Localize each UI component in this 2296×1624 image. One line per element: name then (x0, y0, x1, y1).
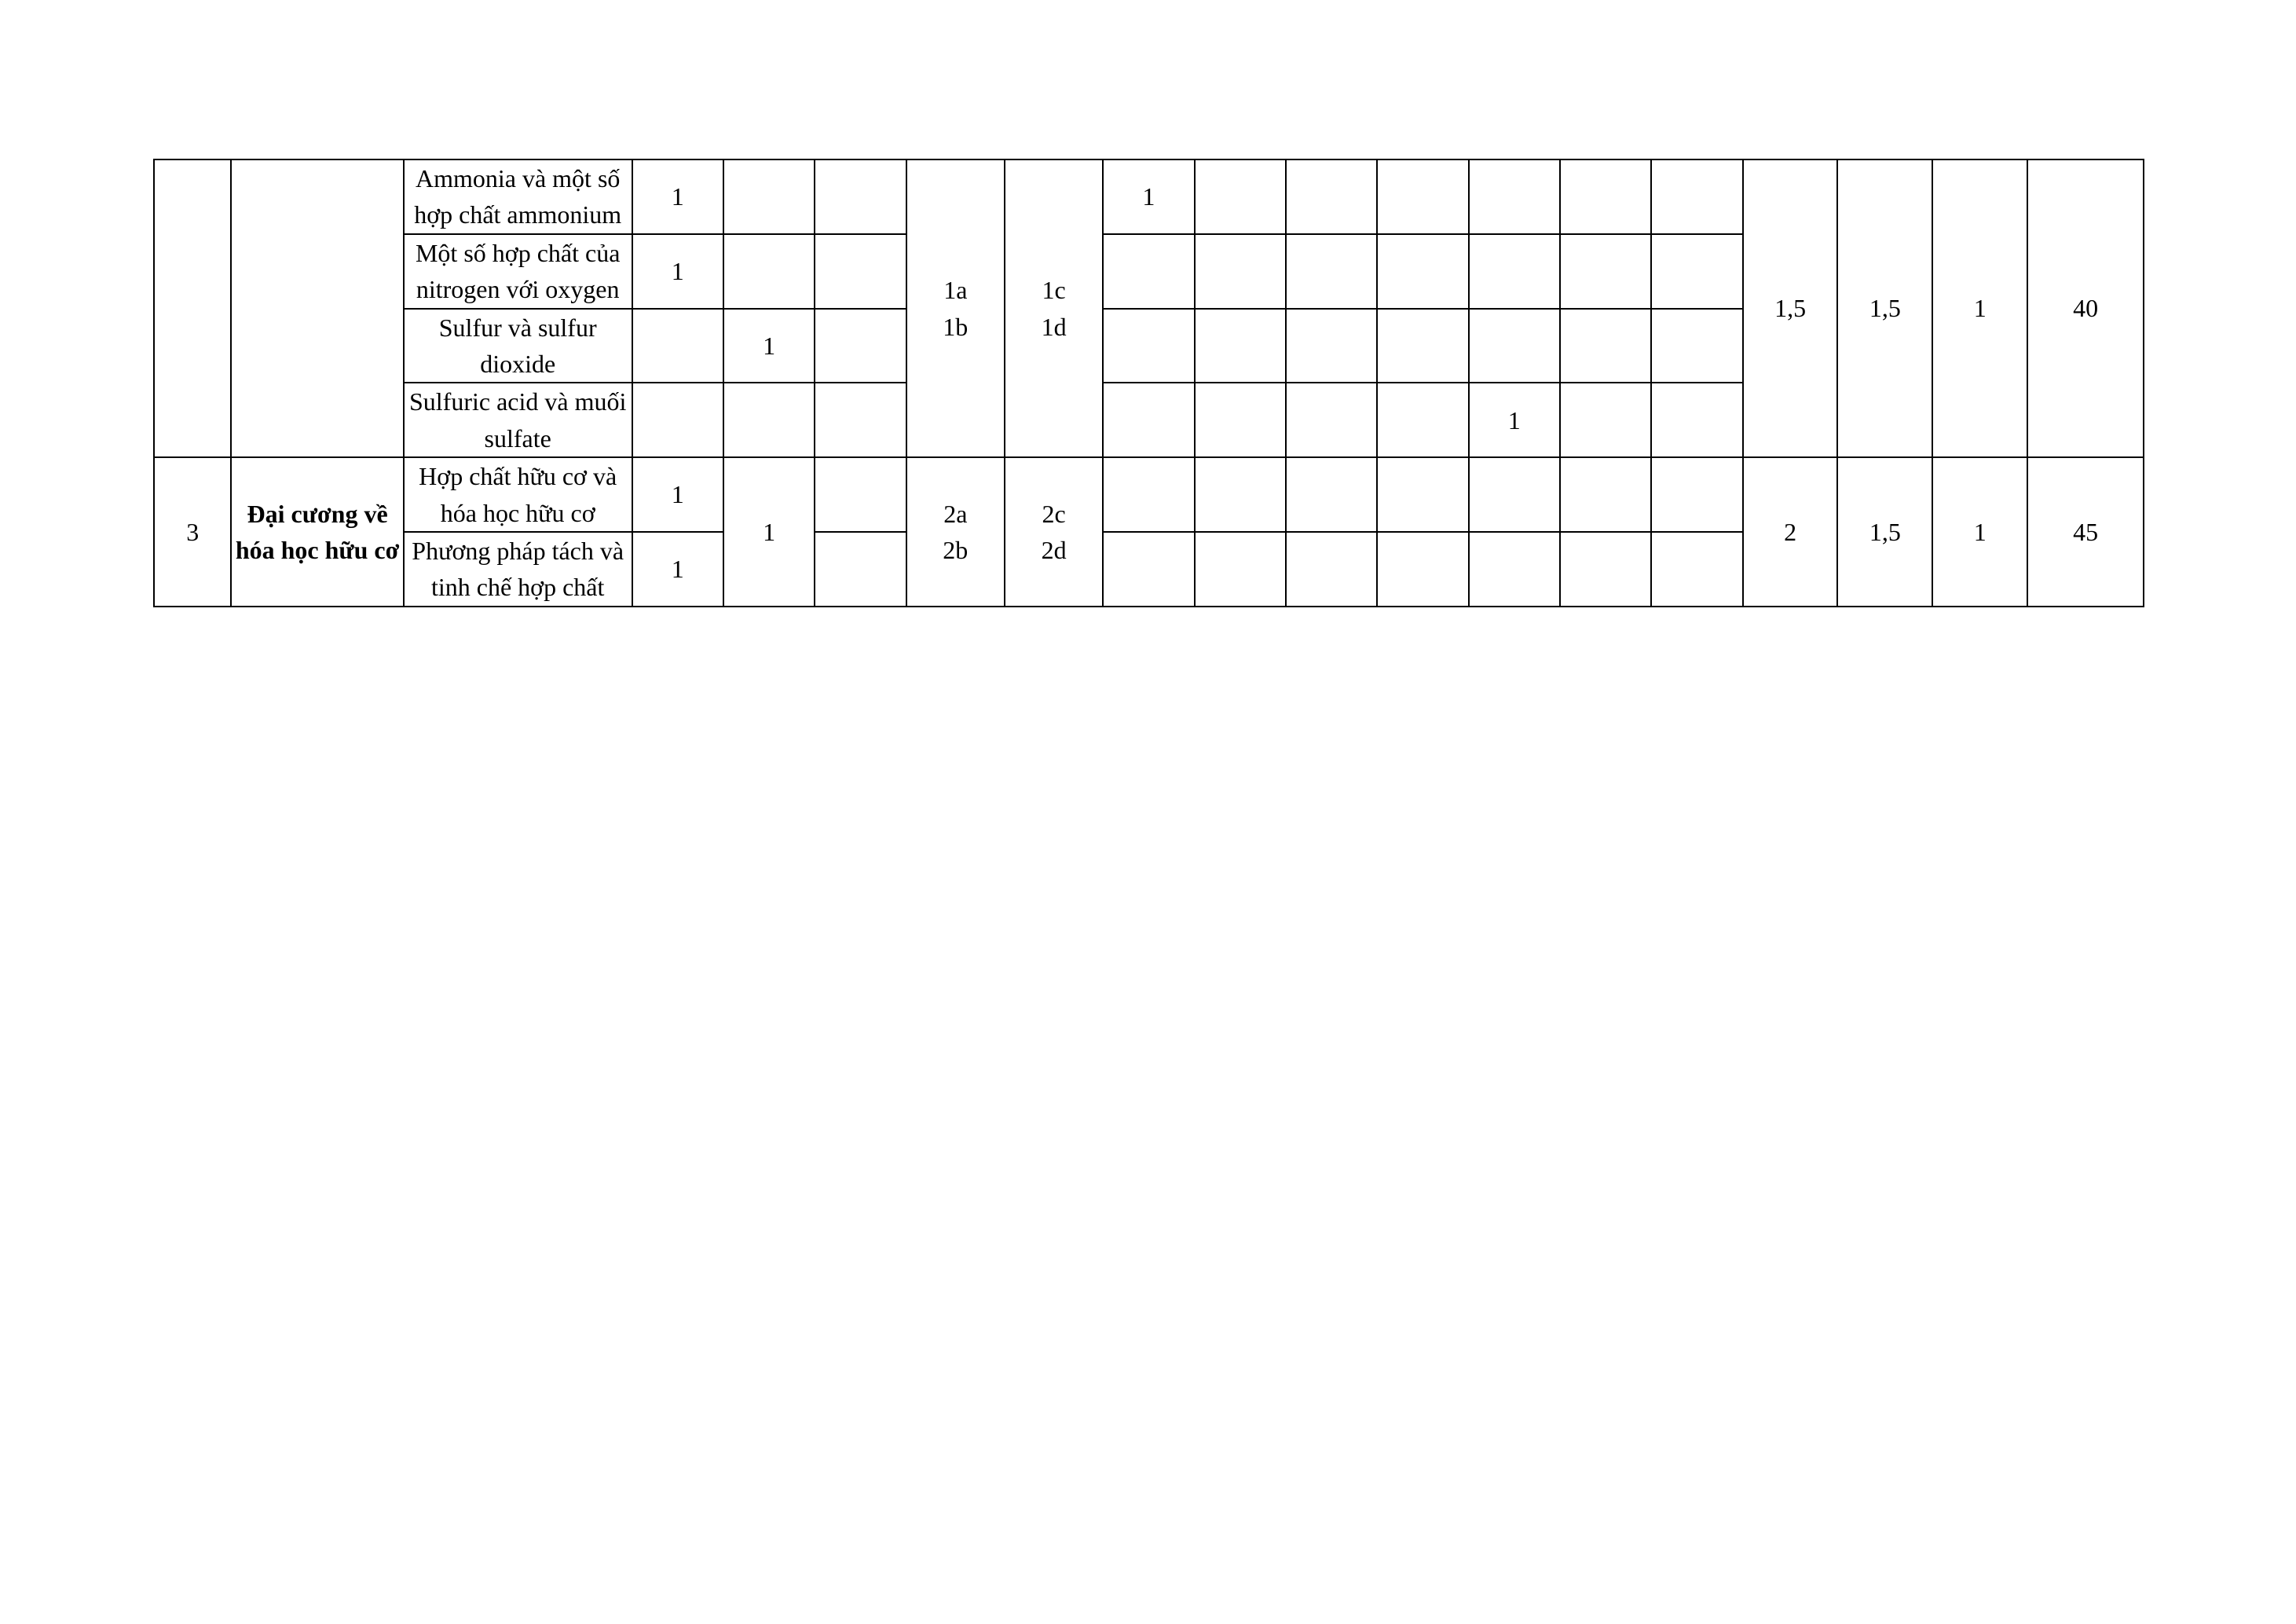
mark-cell-m3 (815, 532, 906, 607)
mark-cell-m9 (1377, 234, 1468, 309)
mark-cell-m6 (1103, 234, 1194, 309)
mark-cell-m7 (1195, 159, 1286, 234)
mark-cell-m7 (1195, 383, 1286, 457)
mark-cell-m11 (1560, 457, 1651, 532)
mark-cell-m9 (1377, 532, 1468, 607)
mark-cell-m1: 1 (632, 532, 723, 607)
mark-cell-m11 (1560, 234, 1651, 309)
mark-cell-m12 (1651, 383, 1742, 457)
mark-cell-m9 (1377, 159, 1468, 234)
topic-cell: Sulfur và sulfur dioxide (404, 309, 632, 383)
mark-code-1b: 1b (943, 312, 969, 341)
topic-cell: Một số hợp chất của nitrogen với oxygen (404, 234, 632, 309)
topic-cell: Sulfuric acid và muối sulfate (404, 383, 632, 457)
mark-cell-m8 (1286, 234, 1377, 309)
summary-cell-s4: 40 (2027, 159, 2144, 457)
mark-cell-m12 (1651, 532, 1742, 607)
mark-cell-m3 (815, 383, 906, 457)
topic-group-cell (231, 159, 403, 457)
summary-cell-s2: 1,5 (1837, 457, 1932, 607)
summary-cell-s3: 1 (1932, 457, 2027, 607)
table-row (154, 457, 2144, 532)
mark-cell-m4-merged (906, 457, 1005, 607)
mark-cell-m6 (1103, 309, 1194, 383)
mark-cell-m8 (1286, 383, 1377, 457)
summary-cell-s1: 1,5 (1743, 159, 1838, 457)
mark-code-1d: 1d (1041, 312, 1067, 341)
mark-cell-m12 (1651, 234, 1742, 309)
mark-cell-m7 (1195, 532, 1286, 607)
exam-matrix-table (153, 159, 2144, 607)
mark-cell-m10 (1469, 532, 1560, 607)
mark-cell-m2 (723, 159, 815, 234)
mark-cell-m10 (1469, 234, 1560, 309)
mark-cell-m11 (1560, 309, 1651, 383)
mark-cell-m1: 1 (632, 159, 723, 234)
summary-cell-s2: 1,5 (1837, 159, 1932, 457)
topic-group-cell: Đại cương về hóa học hữu cơ (231, 457, 403, 607)
mark-cell-m8 (1286, 309, 1377, 383)
mark-cell-m2 (723, 383, 815, 457)
mark-cell-m8 (1286, 457, 1377, 532)
mark-cell-m3 (815, 309, 906, 383)
mark-cell-m10: 1 (1469, 383, 1560, 457)
mark-code-2d: 2d (1041, 535, 1067, 564)
topic-cell: Phương pháp tách và tinh chế hợp chất (404, 532, 632, 607)
mark-code-1a: 1a (943, 276, 968, 305)
mark-cell-m3 (815, 234, 906, 309)
mark-cell-m12 (1651, 159, 1742, 234)
mark-cell-m5-merged (1005, 159, 1103, 457)
mark-cell-m1: 1 (632, 457, 723, 532)
mark-cell-m10 (1469, 309, 1560, 383)
mark-cell-m7 (1195, 309, 1286, 383)
mark-cell-m6 (1103, 383, 1194, 457)
mark-cell-m3 (815, 159, 906, 234)
matrix-table-container (153, 159, 2144, 607)
mark-cell-m2 (723, 234, 815, 309)
topic-cell: Hợp chất hữu cơ và hóa học hữu cơ (404, 457, 632, 532)
row-index-cell: 3 (154, 457, 231, 607)
mark-cell-m1: 1 (632, 234, 723, 309)
mark-cell-m1 (632, 383, 723, 457)
mark-cell-m6 (1103, 532, 1194, 607)
topic-cell: Ammonia và một số hợp chất ammonium (404, 159, 632, 234)
mark-cell-m2-merged: 1 (723, 457, 815, 607)
mark-cell-m5-merged (1005, 457, 1103, 607)
mark-code-2a: 2a (943, 499, 968, 528)
mark-cell-m9 (1377, 383, 1468, 457)
mark-cell-m6 (1103, 457, 1194, 532)
mark-cell-m8 (1286, 532, 1377, 607)
summary-cell-s4: 45 (2027, 457, 2144, 607)
mark-cell-m12 (1651, 457, 1742, 532)
mark-cell-m12 (1651, 309, 1742, 383)
mark-cell-m11 (1560, 532, 1651, 607)
summary-cell-s1: 2 (1743, 457, 1838, 607)
mark-cell-m7 (1195, 457, 1286, 532)
mark-code-1c: 1c (1042, 276, 1066, 305)
mark-cell-m10 (1469, 159, 1560, 234)
summary-cell-s3: 1 (1932, 159, 2027, 457)
mark-cell-m1 (632, 309, 723, 383)
mark-cell-m9 (1377, 309, 1468, 383)
mark-code-2c: 2c (1042, 499, 1066, 528)
mark-cell-m9 (1377, 457, 1468, 532)
mark-cell-m11 (1560, 159, 1651, 234)
mark-cell-m10 (1469, 457, 1560, 532)
mark-code-2b: 2b (943, 535, 969, 564)
mark-cell-m2: 1 (723, 309, 815, 383)
mark-cell-m4-merged (906, 159, 1005, 457)
mark-cell-m6: 1 (1103, 159, 1194, 234)
mark-cell-m8 (1286, 159, 1377, 234)
mark-cell-m11 (1560, 383, 1651, 457)
mark-cell-m7 (1195, 234, 1286, 309)
mark-cell-m3 (815, 457, 906, 532)
row-index-cell (154, 159, 231, 457)
table-row (154, 159, 2144, 234)
